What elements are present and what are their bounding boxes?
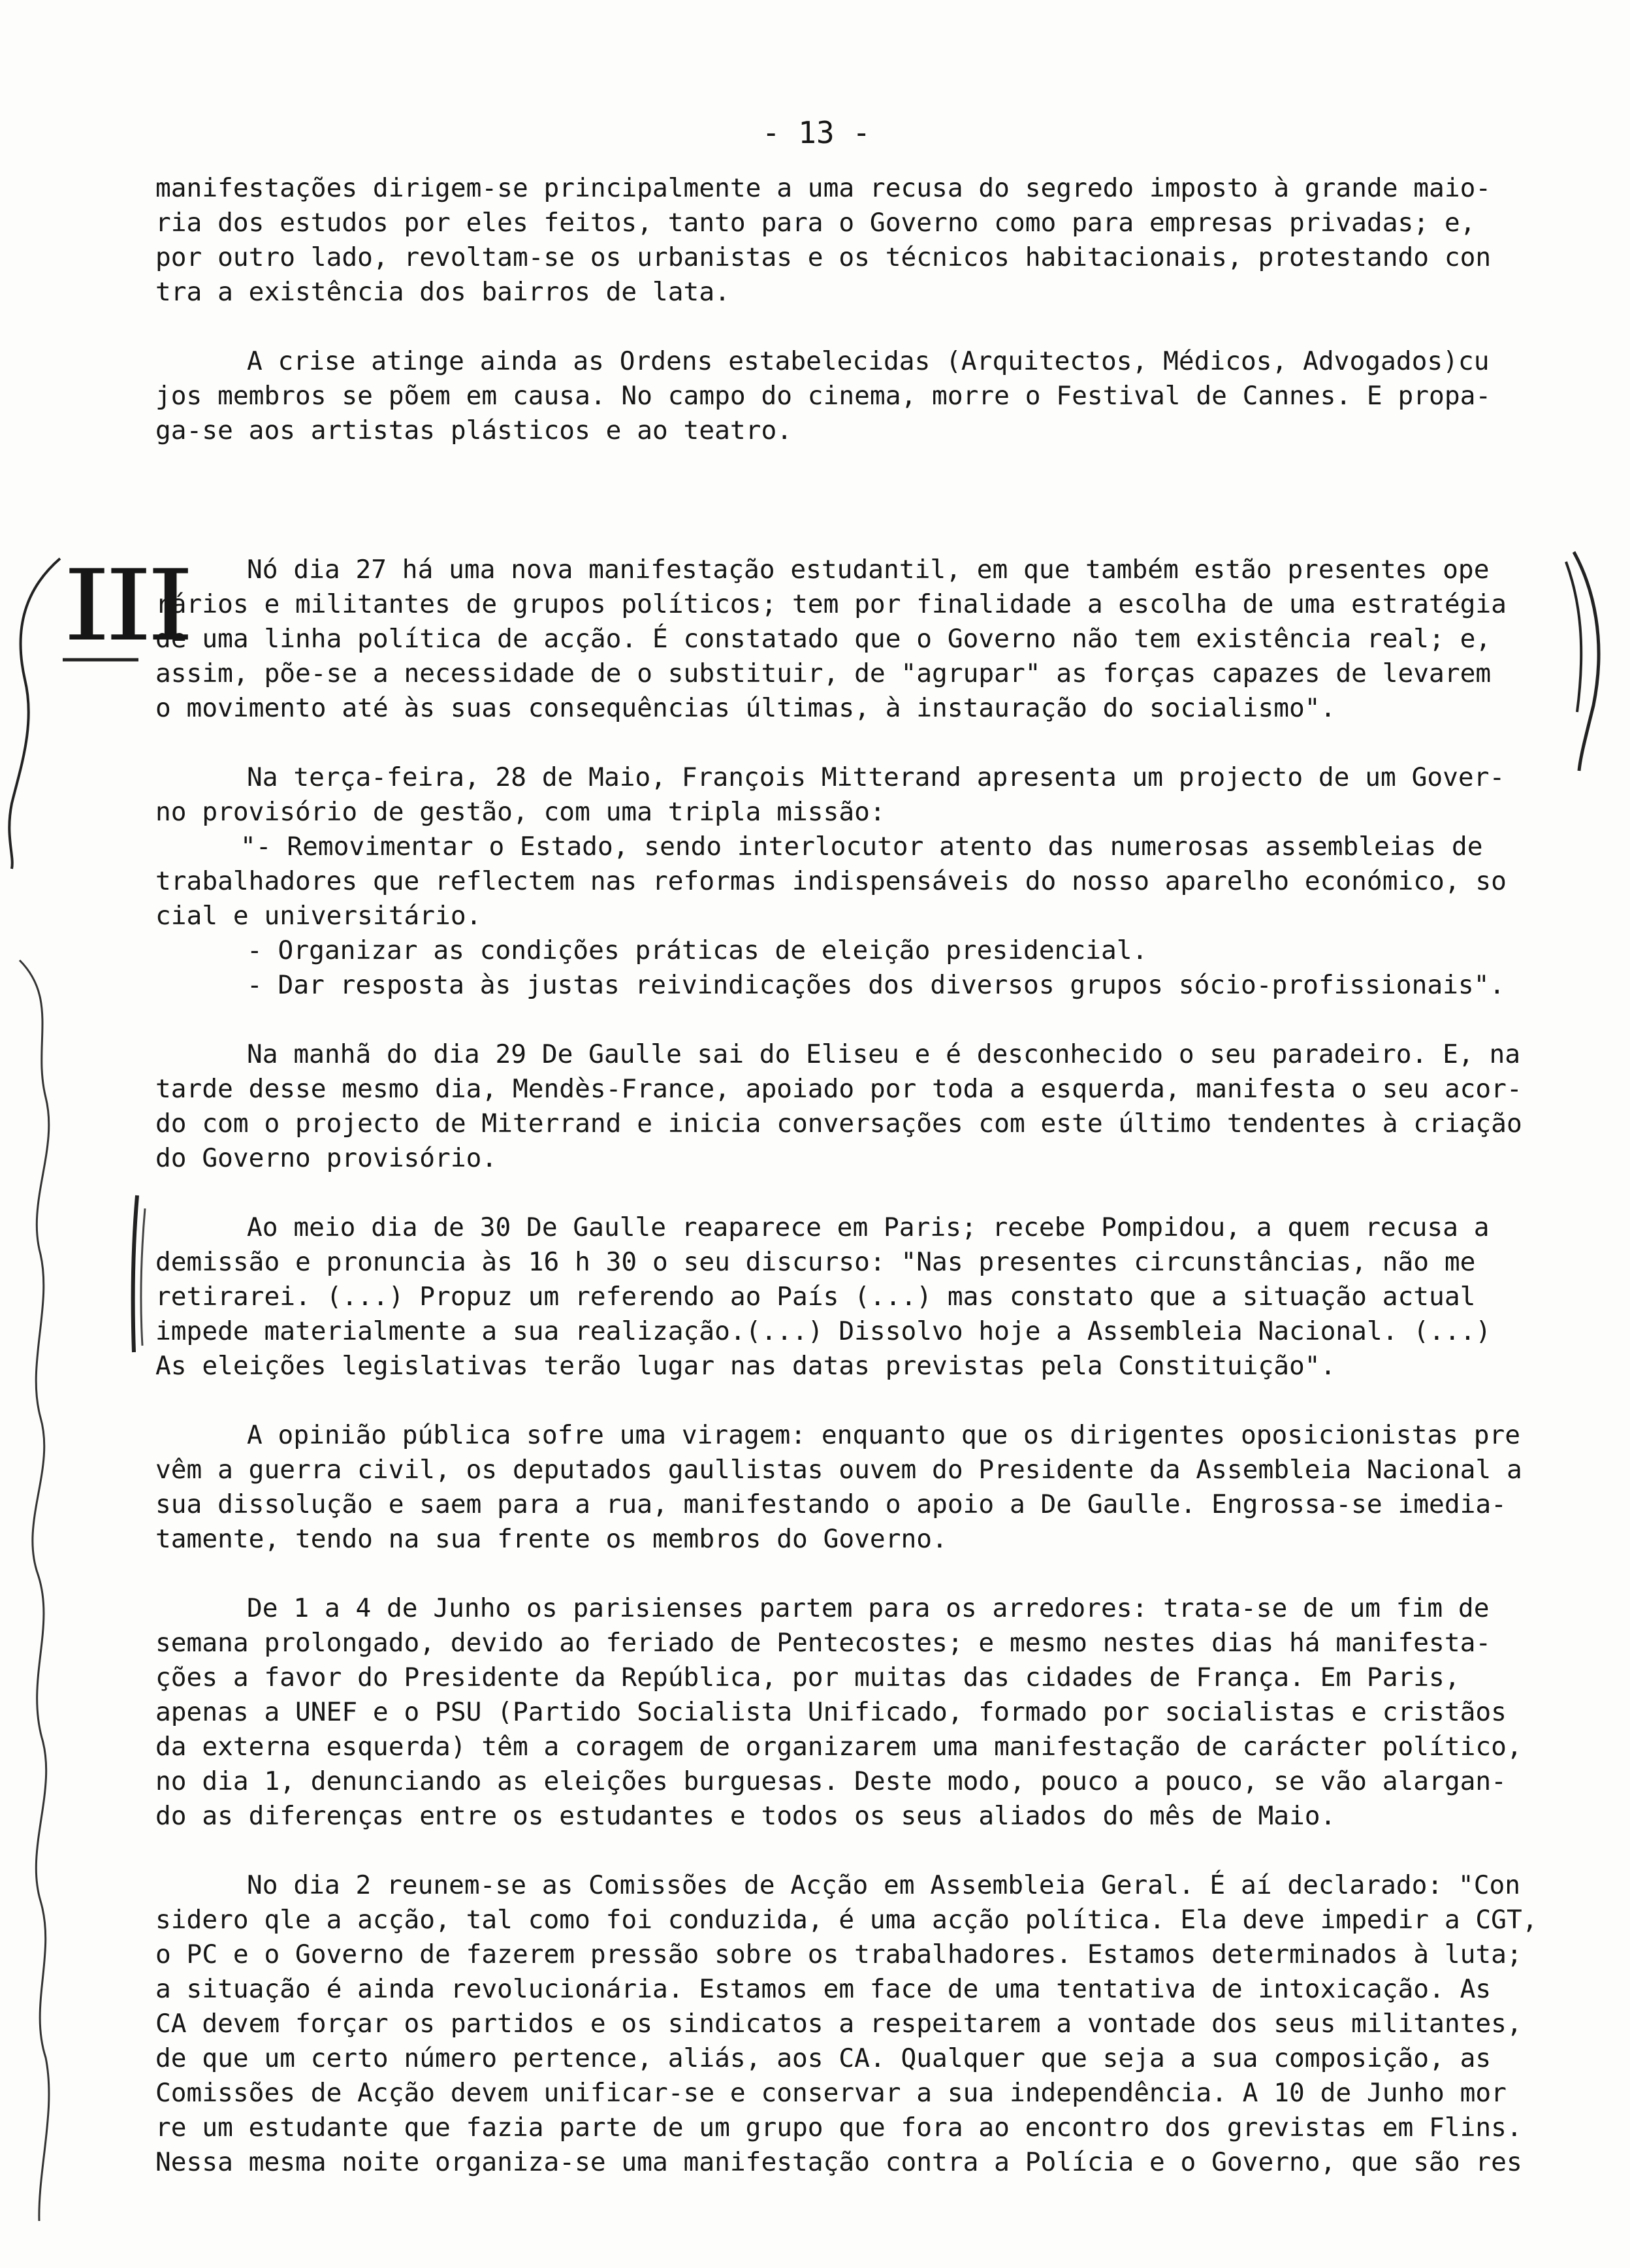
margin-wavy-line [20, 960, 49, 2221]
section-mark: III [63, 549, 189, 663]
text-line: no dia 1, denunciando as eleições burguesas. Deste modo, pouco a pouco, se vão alargan- [155, 1766, 1507, 1796]
text-line: do as diferenças entre os estudantes e todos os seus aliados do mês de Maio. [155, 1801, 1336, 1831]
text-line: No dia 2 reunem-se as Comissões de Acção em Assembleia Geral. É aí declarado: "Con [247, 1870, 1521, 1900]
text-line: demissão e pronuncia às 16 h 30 o seu discurso: "Nas presentes circunstâncias, não me [155, 1247, 1476, 1277]
text-line: de que um certo número pertence, aliás, aos CA. Qualquer que seja a sua composição, as [155, 2043, 1492, 2073]
text-line: por outro lado, revoltam-se os urbanistas e os técnicos habitacionais, protestando con [155, 242, 1492, 272]
paragraph [155, 1418, 1559, 1557]
text-line: Comissões de Acção devem unificar-se e conservar a sua independência. A 10 de Junho mor [155, 2078, 1507, 2108]
text-line: retirarei. (...) Propuz um referendo ao País (...) mas constato que a situação actual [155, 1282, 1476, 1312]
text-line: do Governo provisório. [155, 1143, 498, 1173]
text-line: do com o projecto de Miterrand e inicia conversações com este último tendentes à criação [155, 1109, 1522, 1139]
paragraph [155, 1037, 1559, 1176]
text-line: tra a existência dos bairros de lata. [155, 277, 730, 307]
text-line: Na manhã do dia 29 De Gaulle sai do Eliseu e é desconhecido o seu paradeiro. E, na [247, 1039, 1521, 1069]
text-line: cial e universitário. [155, 901, 482, 931]
margin-bracket-right-inner [1566, 562, 1581, 712]
text-line: As eleições legislativas terão lugar nas datas previstas pela Constituição". [155, 1351, 1336, 1381]
text-line: jos membros se põem em causa. No campo do cinema, morre o Festival de Cannes. E propa- [155, 381, 1492, 411]
text-line: - Organizar as condições práticas de eleição presidencial. [247, 935, 1148, 965]
margin-bar-quote-inner [141, 1208, 145, 1346]
text-line: manifestações dirigem-se principalmente a uma recusa do segredo imposto à grande maio- [155, 173, 1492, 203]
text-line: trabalhadores que reflectem nas reformas indispensáveis do nosso aparelho económico, so [155, 866, 1507, 896]
paragraph [155, 1868, 1559, 2180]
paragraph [155, 553, 1559, 726]
text-line: De 1 a 4 de Junho os parisienses partem para os arredores: trata-se de um fim de [247, 1593, 1490, 1623]
text-line: da externa esquerda) têm a coragem de organizarem uma manifestação de carácter político, [155, 1732, 1522, 1762]
text-line: apenas a UNEF e o PSU (Partido Socialista Unificado, formado por socialistas e cristãos [155, 1697, 1507, 1727]
paragraph [155, 171, 1559, 310]
margin-bracket-left [9, 559, 60, 869]
margin-bar-quote [133, 1195, 137, 1352]
text-line: Nessa mesma noite organiza-se uma manifestação contra a Polícia e o Governo, que são res [155, 2147, 1522, 2177]
paragraph [155, 1210, 1559, 1384]
text-line: Na terça-feira, 28 de Maio, François Mitterand apresenta um projecto de um Gover- [247, 762, 1505, 792]
text-line: CA devem forçar os partidos e os sindicatos a respeitarem a vontade dos seus militantes, [155, 2009, 1522, 2039]
text-line: Ao meio dia de 30 De Gaulle reaparece em Paris; recebe Pompidou, a quem recusa a [247, 1212, 1490, 1242]
text-line: A crise atinge ainda as Ordens estabelecidas (Arquitectos, Médicos, Advogados)cu [247, 346, 1490, 376]
paragraph [155, 344, 1559, 448]
text-line: re um estudante que fazia parte de um grupo que fora ao encontro dos grevistas em Flins. [155, 2113, 1522, 2143]
document-body [155, 171, 1559, 2180]
paragraph [155, 1591, 1559, 1834]
text-line: sidero qle a acção, tal como foi conduzida, é uma acção política. Ela deve impedir a CGT, [155, 1905, 1538, 1935]
text-line: tamente, tendo na sua frente os membros do Governo. [155, 1524, 948, 1554]
text-line: ções a favor do Presidente da República, por muitas das cidades de França. Em Paris, [155, 1662, 1460, 1693]
text-line: sua dissolução e saem para a rua, manifestando o apoio a De Gaulle. Engrossa-se imedia- [155, 1489, 1507, 1519]
text-line: o PC e o Governo de fazerem pressão sobre os trabalhadores. Estamos determinados à luta; [155, 1939, 1522, 1969]
text-line: o movimento até às suas consequências últimas, à instauração do socialismo". [155, 693, 1336, 723]
text-line: no provisório de gestão, com uma tripla missão: [155, 797, 886, 827]
text-line: assim, põe-se a necessidade de o substituir, de "agrupar" as forças capazes de levarem [155, 658, 1492, 688]
text-line: - Dar resposta às justas reivindicações dos diversos grupos sócio-profissionais". [247, 970, 1505, 1000]
text-line: ria dos estudos por eles feitos, tanto para o Governo como para empresas privadas; e, [155, 208, 1476, 238]
text-line: A opinião pública sofre uma viragem: enquanto que os dirigentes oposicionistas pre [247, 1420, 1521, 1450]
text-line: vêm a guerra civil, os deputados gaullistas ouvem do Presidente da Assembleia Nacional a [155, 1455, 1522, 1485]
page-number: - 13 - [761, 115, 871, 150]
text-line: "- Removimentar o Estado, sendo interlocutor atento das numerosas assembleias de [240, 832, 1483, 862]
paragraph [155, 760, 1559, 1003]
text-line: a situação é ainda revolucionária. Estamos em face de uma tentativa de intoxicação. As [155, 1974, 1492, 2004]
text-line: tarde desse mesmo dia, Mendès-France, apoiado por toda a esquerda, manifesta o seu acor- [155, 1074, 1522, 1104]
text-line: rários e militantes de grupos políticos; tem por finalidade a escolha de uma estratégia [155, 589, 1507, 619]
text-line: impede materialmente a sua realização.(...) Dissolvo hoje a Assembleia Nacional. (...) [155, 1316, 1492, 1346]
margin-bracket-right [1574, 552, 1599, 771]
text-line: de uma linha política de acção. É constatado que o Governo não tem existência real; e, [155, 624, 1492, 654]
text-line: ga-se aos artistas plásticos e ao teatro. [155, 415, 793, 446]
text-line: semana prolongado, devido ao feriado de Pentecostes; e mesmo nestes dias há manifesta- [155, 1628, 1492, 1658]
text-line: Nó dia 27 há uma nova manifestação estudantil, em que também estão presentes ope [247, 555, 1490, 585]
